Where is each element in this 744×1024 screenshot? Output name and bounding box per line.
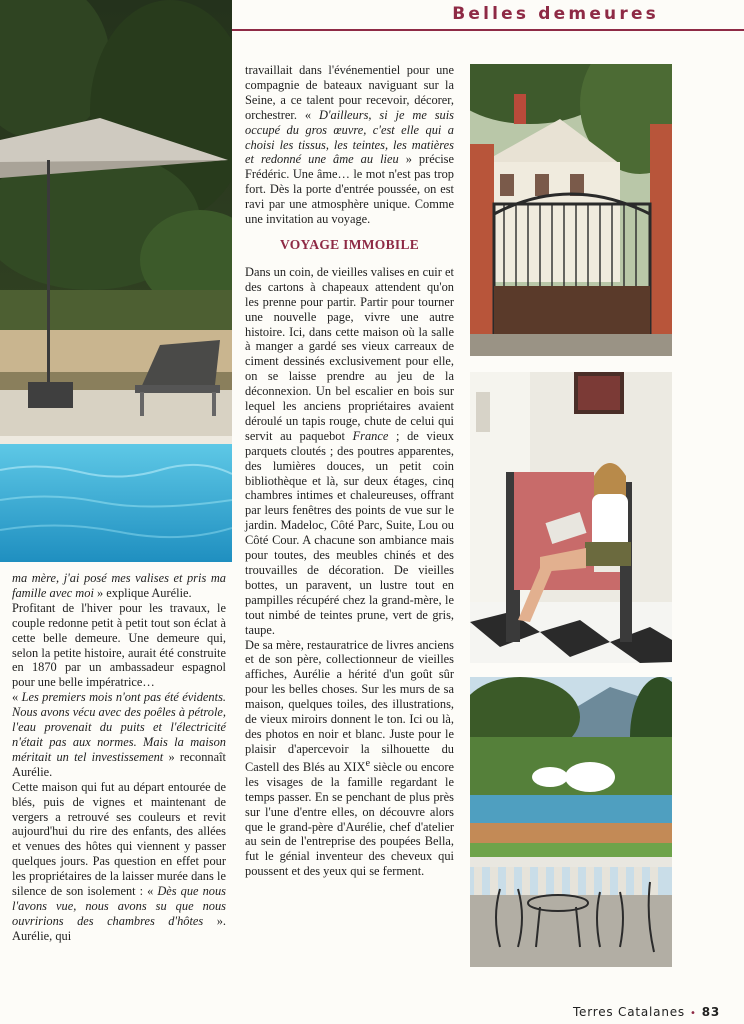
page-number: 83 — [701, 1005, 720, 1019]
paragraph-interior: Dans un coin, de vieilles valises en cuir et des cartons à chapeaux attendent qu'on les prenne pour partir. Partir pour tourner une nouvelle page, vivre une autre histoire. Ici, dans cette maison où la salle à manger a gardé ses vieux carreaux de ciment dessinés exclusivement pour elle, on se laisse prendre au jeu de la déconnexion. Un bel escalier en bois sur lequel les anciens propriétaires avaient déroulé un tapis rouge, chute de celui qui servit au paquebot France ; de vieux parquets cloutés ; des poutres apparentes, des lumières douces, un petit coin bibliothèque et là, sur deux étages, cinq chambres intimes et chaleureuses, offrant par leurs fenêtres des points de vue sur le jardin. Madeloc, Côté Parc, Suite, Lou ou Côté Cour. A chacune son ambiance mais pour toutes, des meubles chinés et des trouvailles de décoration. De vieilles bottes, un paravent, un lustre tout en pampilles récupéré chez la grand-mère, le tout nimbé de teintes prune, vert de gris, taupe. — [245, 264, 454, 637]
woman-armchair-photo — [470, 372, 672, 663]
paragraph-events: travaillait dans l'événementiel pour une compagnie de bateaux naviguant sur la Seine, a ce talent pour recevoir, décorer, orchestrer. « D'ailleurs, si je me suis occupé du gros œuvre, c'est elle qui a choisi les tissus, les teintes, les matières et redonné une âme au lieu » précise Frédéric. Une âme… le mot n'est pas trop fort. Dès la porte d'entrée poussée, on est ravi par une atmosphère unique. Comme une invitation au voyage. — [245, 63, 455, 227]
terrace-garden-photo — [470, 677, 672, 967]
paragraph-first-months: « Les premiers mois n'ont pas été évidents. Nous avons vécu avec des poêles à pétrole, l'eau provenait du puits et l'électricité n'était pas aux normes. Mais la maison méritait un tel investissement » reconnaît Aurélie. — [12, 690, 226, 779]
paragraph-family-heritage: De sa mère, restauratrice de livres anciens et de son père, collectionneur de vieilles affiches, Aurélie a hérité d'un goût sûr pour les belles choses. Sur les murs de sa maison, quelques toiles, des illustrations, de vieux miroirs donnent le ton. Ici ou là, des photos en noir et blanc. Juste pour le plaisir d'apercevoir la silhouette du Castell des Blés au XIXe siècle ou encore les visages de la famille regardant le temps passer. En se penchant de plus près sur l'une d'entre elles, on découvre alors que le grand-père d'Aurélie, chef d'atelier au sein de l'entreprise des poupées Bella, fut le génial inventeur des cheveux qui poussent et des yeux qui se ferment. — [245, 637, 454, 879]
article-column-1 — [12, 571, 226, 944]
paragraph-renovation: Profitant de l'hiver pour les travaux, le couple redonne petit à petit tout son éclat à cette belle demeure. Une demeure qui, selon la petite histoire, aurait été construite en 1870 par un ambassadeur espagnol pour une belle impératrice… — [12, 600, 226, 690]
footer-separator: • — [689, 1008, 697, 1019]
paragraph-history: Cette maison qui fut au départ entourée de blés, puis de vignes et maintenant de vergers a retrouvé ses couleurs et revit aujourd'hui du rire des enfants, des allées et venues des hôtes qui viennent y passer quelques jours. Pas question en effet pour les propriétaires de la laisser murée dans le silence de son isolement : « Dès que nous l'avons vue, nous avons su que nous ouvririons des chambres d'hôtes ». Aurélie, qui — [12, 779, 227, 943]
page-footer — [573, 1005, 720, 1019]
header-rule — [232, 29, 744, 31]
section-title: Belles demeures — [452, 4, 659, 24]
house-gate-photo — [470, 64, 672, 356]
subheading-voyage-immobile: VOYAGE IMMOBILE — [279, 236, 420, 252]
magazine-name: Terres Catalanes — [572, 1005, 685, 1019]
pool-parasol-photo — [0, 0, 232, 562]
article-column-2 — [245, 63, 454, 879]
paragraph-quote-end: ma mère, j'ai posé mes valises et pris ma famille avec moi » explique Aurélie. — [12, 571, 226, 600]
